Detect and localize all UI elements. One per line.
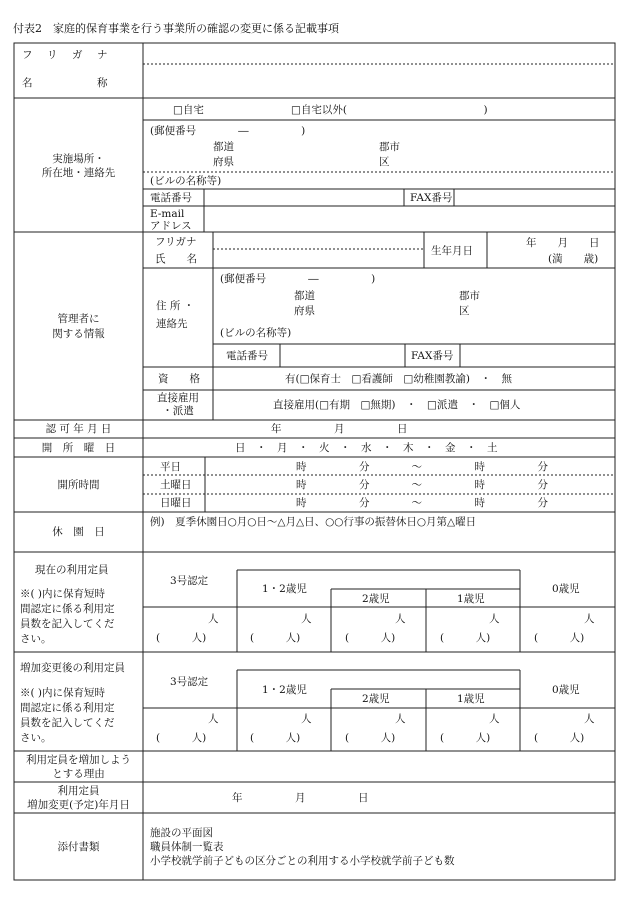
home-checkbox[interactable]: □自宅 <box>173 104 204 116</box>
cap-header-3go: 3号認定 <box>170 676 209 688</box>
manager-dob-fill: 年 月 日 <box>526 237 600 249</box>
manager-ku: 区 <box>459 305 470 317</box>
cap-unit-paren: ( 人) <box>156 732 207 744</box>
location-email-label-1: E-mail <box>150 208 185 220</box>
holiday-label: 休 園 日 <box>52 526 105 538</box>
manager-furigana-label: フリガナ <box>155 236 197 248</box>
holiday-example: 例) 夏季休園日○月○日～△月△日、○○行事の振替休日○月第△曜日 <box>150 516 477 528</box>
other-checkbox[interactable]: □自宅以外( ) <box>291 104 488 116</box>
reason-label-2: とする理由 <box>52 768 105 780</box>
open-days-label: 開 所 曜 日 <box>41 442 116 454</box>
cap-unit-paren: ( 人) <box>156 632 207 644</box>
manager-gunshi: 郡市 <box>459 290 480 302</box>
manager-qual-value[interactable]: 有(□保育士 □看護師 □幼稚園教諭) ・ 無 <box>285 373 512 385</box>
location-postal: (郵便番号 ― ) <box>150 125 306 137</box>
name-input[interactable] <box>150 70 610 94</box>
capacity-current-note-4: さい。 <box>20 633 52 645</box>
cap-unit-paren: ( 人) <box>440 632 491 644</box>
manager-age: (満 歳) <box>548 253 599 265</box>
cap-unit: 人 <box>584 713 595 725</box>
cap-unit-paren: ( 人) <box>345 632 396 644</box>
hours-label: 開所時間 <box>57 479 100 491</box>
capacity-current-label: 現在の利用定員 <box>35 564 109 576</box>
location-fax-label: FAX番号 <box>410 192 453 204</box>
manager-qual-label: 資 格 <box>158 373 200 385</box>
cap-unit: 人 <box>489 713 500 725</box>
manager-fax-label: FAX番号 <box>411 350 454 362</box>
capacity-after-label: 増加変更後の利用定員 <box>20 662 125 674</box>
capacity-current-note-1: ※( )内に保育短時 <box>20 588 106 600</box>
manager-label-2: 関する情報 <box>52 328 105 340</box>
cap-unit-paren: ( 人) <box>250 732 301 744</box>
location-todo: 都道 <box>213 141 234 153</box>
hours-day-weekday: 平日 <box>160 461 181 473</box>
capacity-after-note-2: 間認定に係る利用定 <box>20 702 115 714</box>
name-label: 名 称 <box>22 77 110 89</box>
cap-header-12: 1・2歳児 <box>262 684 307 696</box>
capacity-after-note-4: さい。 <box>20 732 52 744</box>
cap-unit-paren: ( 人) <box>534 632 585 644</box>
cap-unit: 人 <box>301 713 312 725</box>
location-phone-label: 電話番号 <box>150 192 192 204</box>
capacity-current-note-2: 間認定に係る利用定 <box>20 603 115 615</box>
cap-unit: 人 <box>489 613 500 625</box>
cap-header-0: 0歳児 <box>552 684 580 696</box>
reason-label-1: 利用定員を増加しよう <box>26 754 131 766</box>
cap-header-2: 2歳児 <box>362 593 390 605</box>
cap-header-1: 1歳児 <box>457 593 485 605</box>
cap-header-0: 0歳児 <box>552 583 580 595</box>
cap-unit-paren: ( 人) <box>534 732 585 744</box>
cap-unit-paren: ( 人) <box>440 732 491 744</box>
attachments-label: 添付書類 <box>57 841 100 853</box>
capacity-after-note-3: 員数を記入してくだ <box>20 717 115 729</box>
cap-header-3go: 3号認定 <box>170 575 209 587</box>
cap-unit: 人 <box>208 613 219 625</box>
location-building: (ビルの名称等) <box>150 175 222 187</box>
manager-employ-label-1: 直接雇用 <box>157 392 199 404</box>
cap-header-1: 1歳児 <box>457 693 485 705</box>
hours-day-saturday: 土曜日 <box>160 479 192 491</box>
manager-addr-label-1: 住 所 ・ <box>156 300 195 312</box>
cap-unit-paren: ( 人) <box>345 732 396 744</box>
open-days-value[interactable]: 日 ・ 月 ・ 火 ・ 水 ・ 木 ・ 金 ・ 土 <box>235 442 498 454</box>
manager-label-1: 管理者に <box>57 313 100 325</box>
cap-unit-paren: ( 人) <box>250 632 301 644</box>
attachment-item: 職員体制一覧表 <box>150 841 224 853</box>
change-date-label-1: 利用定員 <box>57 785 100 797</box>
furigana-label: フ リ ガ ナ <box>22 49 110 61</box>
location-gunshi: 郡市 <box>379 141 400 153</box>
furigana-input[interactable] <box>150 48 610 62</box>
cap-header-12: 1・2歳児 <box>262 583 307 595</box>
attachment-item: 施設の平面図 <box>150 827 213 839</box>
cap-unit: 人 <box>395 613 406 625</box>
manager-dob-label: 生年月日 <box>431 245 473 257</box>
location-fuken: 府県 <box>213 156 234 168</box>
hours-day-sunday: 日曜日 <box>160 497 192 509</box>
manager-todo: 都道 <box>294 290 315 302</box>
cap-unit: 人 <box>395 713 406 725</box>
cap-unit: 人 <box>301 613 312 625</box>
location-label-2: 所在地・連絡先 <box>41 167 116 179</box>
manager-building: (ビルの名称等) <box>220 327 292 339</box>
capacity-current-note-3: 員数を記入してくだ <box>20 618 115 630</box>
capacity-after-note-1: ※( )内に保育短時 <box>20 687 106 699</box>
change-date-label-2: 増加変更(予定)年月日 <box>27 799 130 811</box>
hours-time-saturday: 時 分 ～ 時 分 <box>296 479 548 491</box>
location-label-1: 実施場所・ <box>52 153 105 165</box>
location-email-label-2: アドレス <box>150 220 192 232</box>
manager-phone-label: 電話番号 <box>226 350 268 362</box>
page-title: 付表2 家庭的保育事業を行う事業所の確認の変更に係る記載事項 <box>13 22 339 35</box>
manager-fuken: 府県 <box>294 305 315 317</box>
cap-unit: 人 <box>208 713 219 725</box>
approval-date-label: 認 可 年 月 日 <box>45 423 112 435</box>
attachment-item: 小学校就学前子どもの区分ごとの利用する小学校就学前子ども数 <box>150 855 455 867</box>
cap-unit: 人 <box>584 613 595 625</box>
manager-addr-label-2: 連絡先 <box>156 318 188 330</box>
location-ku: 区 <box>379 156 390 168</box>
cap-header-2: 2歳児 <box>362 693 390 705</box>
hours-time-sunday: 時 分 ～ 時 分 <box>296 497 548 509</box>
manager-postal: (郵便番号 ― ) <box>220 273 376 285</box>
manager-name-label: 氏 名 <box>155 253 197 265</box>
change-date-fill: 年 月 日 <box>232 792 369 804</box>
manager-employ-value[interactable]: 直接雇用(□有期 □無期) ・ □派遣 ・ □個人 <box>273 399 521 411</box>
approval-date-fill: 年 月 日 <box>271 423 408 435</box>
manager-employ-label-2: ・派遣 <box>162 405 194 417</box>
hours-time-weekday: 時 分 ～ 時 分 <box>296 461 548 473</box>
